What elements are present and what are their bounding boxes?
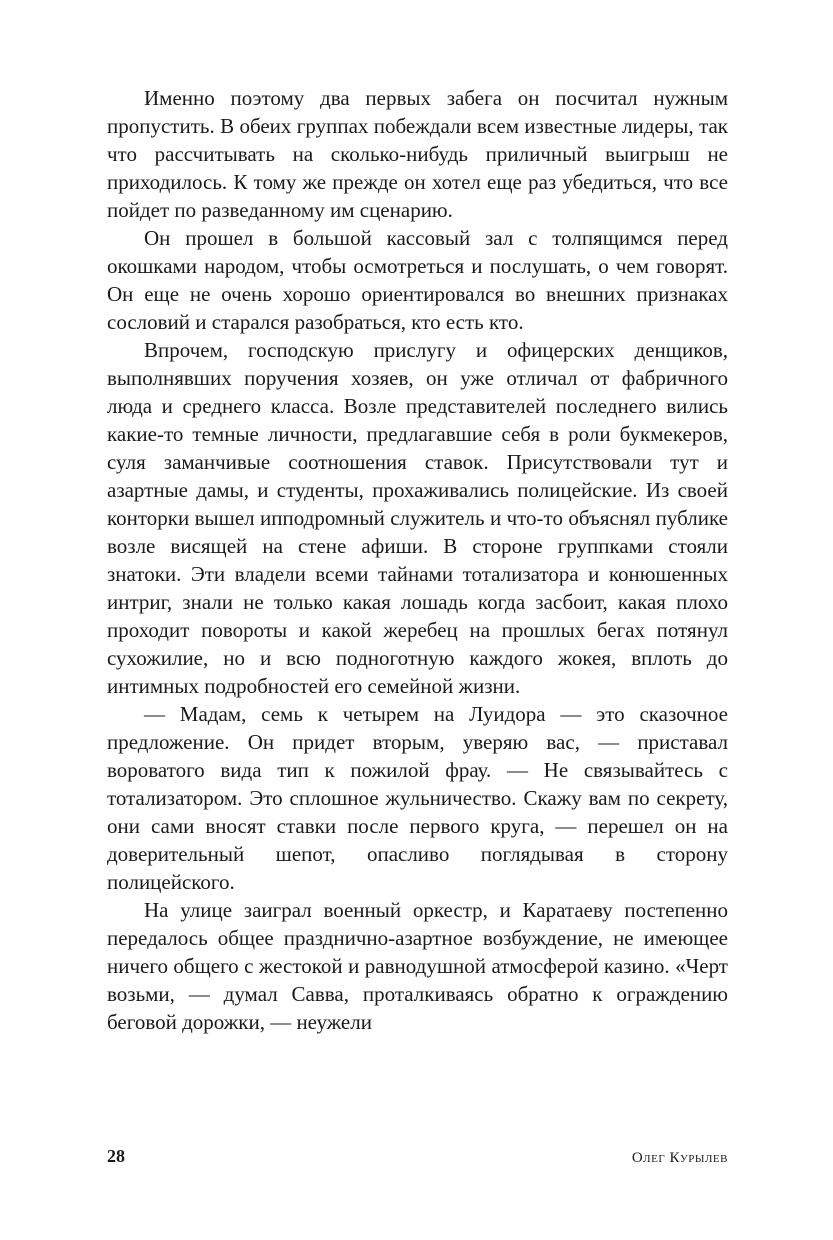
paragraph: Впрочем, господскую прислугу и офицерских денщиков, выполнявших поручения хозяев, он уже отличал от фабричного люда и среднего класса. Возле представителей последнего вились какие-то темные личности, предлагавшие себя в роли букмекеров, суля заманчивые соотношения ставок. Присутствовали тут и азартные дамы, и студенты, прохаживались полицейские. Из своей конторки вышел ипподромный служитель и что-то объяснял публике возле висящей на стене афиши. В стороне группками стояли знатоки. Эти владели всеми тайнами тотализатора и конюшенных интриг, знали не только какая лошадь когда засбоит, какая плохо проходит повороты и какой жеребец на прошлых бегах потянул сухожилие, но и всю подноготную каждого жокея, вплоть до интимных подробностей его семейной жизни.	[107, 338, 728, 698]
paragraph: — Мадам, семь к четырем на Луидора — это сказочное предложение. Он придет вторым, уверяю вас, — приставал вороватого вида тип к пожилой фрау. — Не связывайтесь с тотализатором. Это сплошное жульничество. Скажу вам по секрету, они сами вносят ставки после первого круга, — перешел он на доверительный шепот, опасливо поглядывая в сторону полицейского.	[107, 702, 728, 894]
paragraph: На улице заиграл военный оркестр, и Каратаеву постепенно передалось общее празднично-азартное возбуждение, не имеющее ничего общего с жестокой и равнодушной атмосферой казино. «Черт возьми, — думал Савва, проталкиваясь обратно к ограждению беговой дорожки, — неужели	[107, 898, 728, 1034]
page-footer	[107, 1146, 728, 1167]
paragraph: Именно поэтому два первых забега он посчитал нужным пропустить. В обеих группах побеждали всем известные лидеры, так что рассчитывать на сколько-нибудь приличный выигрыш не приходилось. К тому же прежде он хотел еще раз убедиться, что все пойдет по разведанному им сценарию.	[107, 86, 728, 222]
paragraph: Он прошел в большой кассовый зал с толпящимся перед окошками народом, чтобы осмотреться и послушать, о чем говорят. Он еще не очень хорошо ориентировался во внешних признаках сословий и старался разобраться, кто есть кто.	[107, 226, 728, 334]
page-number: 28	[107, 1146, 125, 1166]
page-text	[107, 84, 728, 1036]
author-name: Олег Курылев	[631, 1150, 728, 1166]
